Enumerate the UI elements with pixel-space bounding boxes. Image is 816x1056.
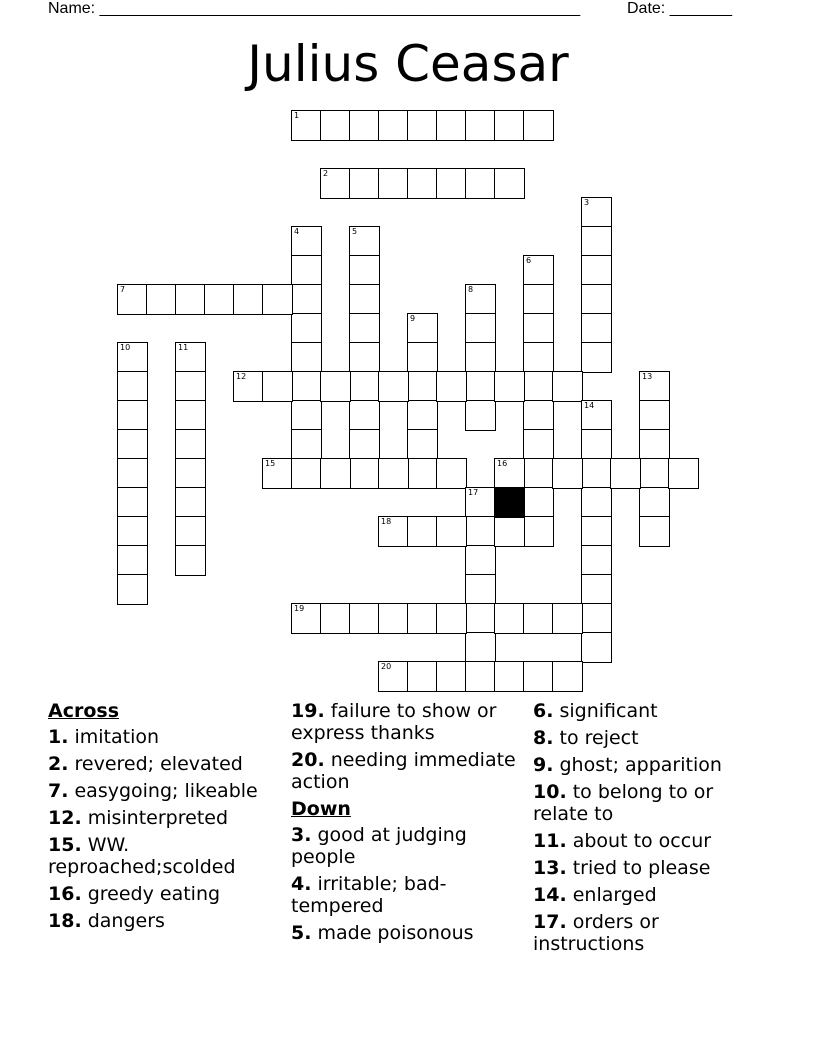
down-heading: Down (291, 798, 351, 820)
clue-item (291, 700, 526, 744)
grid-cell[interactable] (552, 603, 583, 634)
grid-cell[interactable] (291, 110, 322, 141)
clue-number: 10 (120, 343, 131, 352)
grid-cell[interactable] (465, 342, 496, 373)
grid-cell[interactable] (465, 371, 496, 402)
clue-text: made poisonous (311, 922, 474, 944)
grid-cell[interactable] (349, 429, 380, 460)
grid-cell[interactable] (494, 168, 525, 199)
grid-cell[interactable] (436, 458, 467, 489)
grid-cell[interactable] (436, 168, 467, 199)
clue-text: misinterpreted (81, 807, 229, 829)
grid-cell[interactable] (291, 226, 322, 257)
grid-cell[interactable] (523, 342, 554, 373)
grid-cell[interactable] (581, 487, 612, 518)
clue-item (533, 781, 773, 825)
grid-cell[interactable] (465, 632, 496, 663)
clue-item (48, 883, 278, 905)
clue-text: greedy eating (81, 883, 221, 905)
grid-cell[interactable] (175, 458, 206, 489)
grid-cell[interactable] (349, 400, 380, 431)
grid-cell[interactable] (523, 313, 554, 344)
black-cell (494, 487, 525, 518)
grid-cell[interactable] (523, 255, 554, 286)
clue-text: significant (553, 700, 658, 722)
grid-cell[interactable] (378, 603, 409, 634)
clue-number: 17. (533, 911, 567, 933)
clue-number: 15. (48, 834, 82, 856)
grid-cell[interactable] (349, 255, 380, 286)
clues-column-1 (48, 700, 278, 937)
clue-text: orders or instructions (533, 911, 659, 955)
grid-cell[interactable] (436, 110, 467, 141)
clue-item (291, 922, 526, 944)
grid-cell[interactable] (581, 197, 612, 228)
grid-cell[interactable] (523, 429, 554, 460)
grid-cell[interactable] (407, 458, 438, 489)
grid-cell[interactable] (146, 284, 177, 315)
grid-cell[interactable] (639, 487, 670, 518)
grid-cell[interactable] (291, 371, 322, 402)
grid-cell[interactable] (581, 458, 612, 489)
clue-item (48, 780, 278, 802)
grid-cell[interactable] (523, 110, 554, 141)
clue-number: 9 (410, 314, 416, 323)
grid-cell[interactable] (523, 458, 554, 489)
grid-cell[interactable] (175, 284, 206, 315)
grid-cell[interactable] (175, 342, 206, 373)
grid-cell[interactable] (407, 516, 438, 547)
clue-text: tried to please (566, 857, 711, 879)
clues-column-2 (291, 700, 526, 949)
clue-number: 6 (526, 256, 532, 265)
grid-cell[interactable] (436, 661, 467, 692)
grid-cell[interactable] (465, 603, 496, 634)
grid-cell[interactable] (523, 516, 554, 547)
grid-cell[interactable] (291, 429, 322, 460)
clue-item (533, 727, 773, 749)
grid-cell[interactable] (262, 371, 293, 402)
grid-cell[interactable] (407, 400, 438, 431)
grid-cell[interactable] (581, 632, 612, 663)
grid-cell[interactable] (378, 661, 409, 692)
grid-cell[interactable] (436, 516, 467, 547)
grid-cell[interactable] (378, 371, 409, 402)
clue-number: 7. (48, 780, 69, 802)
grid-cell[interactable] (581, 255, 612, 286)
grid-cell[interactable] (349, 313, 380, 344)
grid-cell[interactable] (581, 400, 612, 431)
grid-cell[interactable] (117, 342, 148, 373)
grid-cell[interactable] (349, 110, 380, 141)
grid-cell[interactable] (175, 516, 206, 547)
grid-cell[interactable] (668, 458, 699, 489)
grid-cell[interactable] (204, 284, 235, 315)
clue-number: 20. (291, 749, 325, 771)
clue-number: 7 (120, 285, 126, 294)
clue-text: enlarged (566, 884, 657, 906)
clue-number: 2. (48, 753, 69, 775)
clue-number: 20 (381, 662, 392, 671)
grid-cell[interactable] (465, 168, 496, 199)
grid-cell[interactable] (349, 371, 380, 402)
clue-item (48, 834, 278, 878)
grid-cell[interactable] (349, 284, 380, 315)
clue-item (291, 749, 526, 793)
grid-cell[interactable] (117, 284, 148, 315)
clue-text: good at judging people (291, 824, 467, 868)
grid-cell[interactable] (494, 458, 525, 489)
clue-number: 8. (533, 727, 554, 749)
clue-text: failure to show or express thanks (291, 700, 497, 744)
grid-cell[interactable] (349, 458, 380, 489)
clue-number: 2 (323, 169, 329, 178)
grid-cell[interactable] (407, 313, 438, 344)
clue-text: to belong to or relate to (533, 781, 714, 825)
grid-cell[interactable] (523, 284, 554, 315)
grid-cell[interactable] (233, 371, 264, 402)
grid-cell[interactable] (581, 603, 612, 634)
grid-cell[interactable] (465, 661, 496, 692)
clue-text: imitation (68, 726, 160, 748)
grid-cell[interactable] (465, 400, 496, 431)
clue-item (533, 830, 773, 852)
clue-item (533, 911, 773, 955)
grid-cell[interactable] (262, 458, 293, 489)
grid-cell[interactable] (291, 400, 322, 431)
grid-cell[interactable] (291, 603, 322, 634)
clue-number: 12. (48, 807, 82, 829)
clue-number: 19. (291, 700, 325, 722)
clue-item (533, 857, 773, 879)
grid-cell[interactable] (436, 371, 467, 402)
grid-cell[interactable] (291, 342, 322, 373)
clue-number: 10. (533, 781, 567, 803)
grid-cell[interactable] (407, 603, 438, 634)
grid-cell[interactable] (494, 516, 525, 547)
grid-cell[interactable] (407, 429, 438, 460)
grid-cell[interactable] (291, 284, 322, 315)
grid-cell[interactable] (407, 342, 438, 373)
grid-cell[interactable] (378, 110, 409, 141)
grid-cell[interactable] (610, 458, 641, 489)
clue-item (48, 910, 278, 932)
grid-cell[interactable] (117, 458, 148, 489)
clue-number: 3 (584, 198, 590, 207)
clue-item (533, 700, 773, 722)
grid-cell[interactable] (465, 545, 496, 576)
grid-cell[interactable] (581, 284, 612, 315)
clue-text: to reject (553, 727, 639, 749)
grid-cell[interactable] (320, 371, 351, 402)
clues-column-3 (533, 700, 773, 960)
clue-item (48, 726, 278, 748)
grid-cell[interactable] (175, 429, 206, 460)
across-heading: Across (48, 700, 120, 722)
grid-cell[interactable] (407, 371, 438, 402)
clue-number: 4 (294, 227, 300, 236)
grid-cell[interactable] (552, 458, 583, 489)
grid-cell[interactable] (639, 400, 670, 431)
clue-number: 4. (291, 873, 312, 895)
grid-cell[interactable] (494, 371, 525, 402)
clue-item (291, 824, 526, 868)
grid-cell[interactable] (262, 284, 293, 315)
clue-text: about to occur (566, 830, 712, 852)
grid-cell[interactable] (320, 110, 351, 141)
clue-item (533, 754, 773, 776)
grid-cell[interactable] (494, 603, 525, 634)
clue-number: 5 (352, 227, 358, 236)
grid-cell[interactable] (581, 226, 612, 257)
grid-cell[interactable] (349, 168, 380, 199)
grid-cell[interactable] (117, 574, 148, 605)
clue-number: 18 (381, 517, 392, 526)
clue-number: 19 (294, 604, 305, 613)
grid-cell[interactable] (639, 516, 670, 547)
grid-cell[interactable] (639, 371, 670, 402)
grid-cell[interactable] (378, 516, 409, 547)
grid-cell[interactable] (349, 603, 380, 634)
clue-text: dangers (81, 910, 165, 932)
clue-number: 6. (533, 700, 554, 722)
clue-number: 13. (533, 857, 567, 879)
grid-cell[interactable] (465, 574, 496, 605)
clue-text: needing immediate action (291, 749, 516, 793)
clue-text: easygoing; likeable (68, 780, 258, 802)
clue-item (291, 873, 526, 917)
clue-text: WW. reproached;scolded (48, 834, 236, 878)
grid-cell[interactable] (523, 487, 554, 518)
clue-item (533, 884, 773, 906)
grid-cell[interactable] (523, 371, 554, 402)
grid-cell[interactable] (117, 371, 148, 402)
grid-cell[interactable] (175, 400, 206, 431)
page-title: Julius Ceasar (247, 35, 569, 93)
clue-number: 15 (265, 459, 276, 468)
grid-cell[interactable] (523, 400, 554, 431)
grid-cell[interactable] (320, 168, 351, 199)
grid-cell[interactable] (581, 429, 612, 460)
grid-cell[interactable] (465, 110, 496, 141)
grid-cell[interactable] (494, 110, 525, 141)
grid-cell[interactable] (175, 545, 206, 576)
grid-cell[interactable] (117, 487, 148, 518)
clue-text: irritable; bad-tempered (291, 873, 447, 917)
grid-cell[interactable] (117, 429, 148, 460)
clue-item (48, 807, 278, 829)
grid-cell[interactable] (117, 516, 148, 547)
clue-item (48, 753, 278, 775)
clue-number: 8 (468, 285, 474, 294)
clue-number: 18. (48, 910, 82, 932)
clue-number: 14. (533, 884, 567, 906)
grid-cell[interactable] (436, 603, 467, 634)
grid-cell[interactable] (465, 284, 496, 315)
clue-number: 14 (584, 401, 595, 410)
grid-cell[interactable] (117, 545, 148, 576)
clue-number: 9. (533, 754, 554, 776)
clue-number: 1. (48, 726, 69, 748)
clue-number: 12 (236, 372, 247, 381)
grid-cell[interactable] (291, 255, 322, 286)
grid-cell[interactable] (378, 168, 409, 199)
grid-cell[interactable] (320, 603, 351, 634)
clue-number: 13 (642, 372, 653, 381)
clue-text: revered; elevated (68, 753, 243, 775)
grid-cell[interactable] (291, 313, 322, 344)
grid-cell[interactable] (581, 574, 612, 605)
grid-cell[interactable] (175, 487, 206, 518)
grid-cell[interactable] (117, 400, 148, 431)
grid-cell[interactable] (175, 371, 206, 402)
grid-cell[interactable] (465, 516, 496, 547)
clue-number: 16. (48, 883, 82, 905)
grid-cell[interactable] (407, 661, 438, 692)
grid-cell[interactable] (407, 168, 438, 199)
grid-cell[interactable] (407, 110, 438, 141)
grid-cell[interactable] (291, 458, 322, 489)
clue-number: 11 (178, 343, 189, 352)
grid-cell[interactable] (523, 603, 554, 634)
grid-cell[interactable] (465, 313, 496, 344)
clue-number: 3. (291, 824, 312, 846)
clue-number: 1 (294, 111, 300, 120)
grid-cell[interactable] (378, 458, 409, 489)
grid-cell[interactable] (349, 342, 380, 373)
grid-cell[interactable] (552, 661, 583, 692)
grid-cell[interactable] (552, 371, 583, 402)
grid-cell[interactable] (581, 313, 612, 344)
grid-cell[interactable] (320, 458, 351, 489)
grid-cell[interactable] (581, 342, 612, 373)
grid-cell[interactable] (639, 429, 670, 460)
clue-number: 16 (497, 459, 508, 468)
name-field[interactable]: Name: ______________________________________________________ (48, 0, 581, 17)
clue-number: 17 (468, 488, 479, 497)
grid-cell[interactable] (349, 226, 380, 257)
grid-cell[interactable] (581, 545, 612, 576)
grid-cell[interactable] (581, 516, 612, 547)
grid-cell[interactable] (233, 284, 264, 315)
grid-cell[interactable] (523, 661, 554, 692)
grid-cell[interactable] (639, 458, 670, 489)
clue-text: ghost; apparition (553, 754, 722, 776)
grid-cell[interactable] (465, 487, 496, 518)
grid-cell[interactable] (494, 661, 525, 692)
clue-number: 5. (291, 922, 312, 944)
clue-number: 11. (533, 830, 567, 852)
date-field[interactable]: Date: _______ (627, 0, 732, 17)
